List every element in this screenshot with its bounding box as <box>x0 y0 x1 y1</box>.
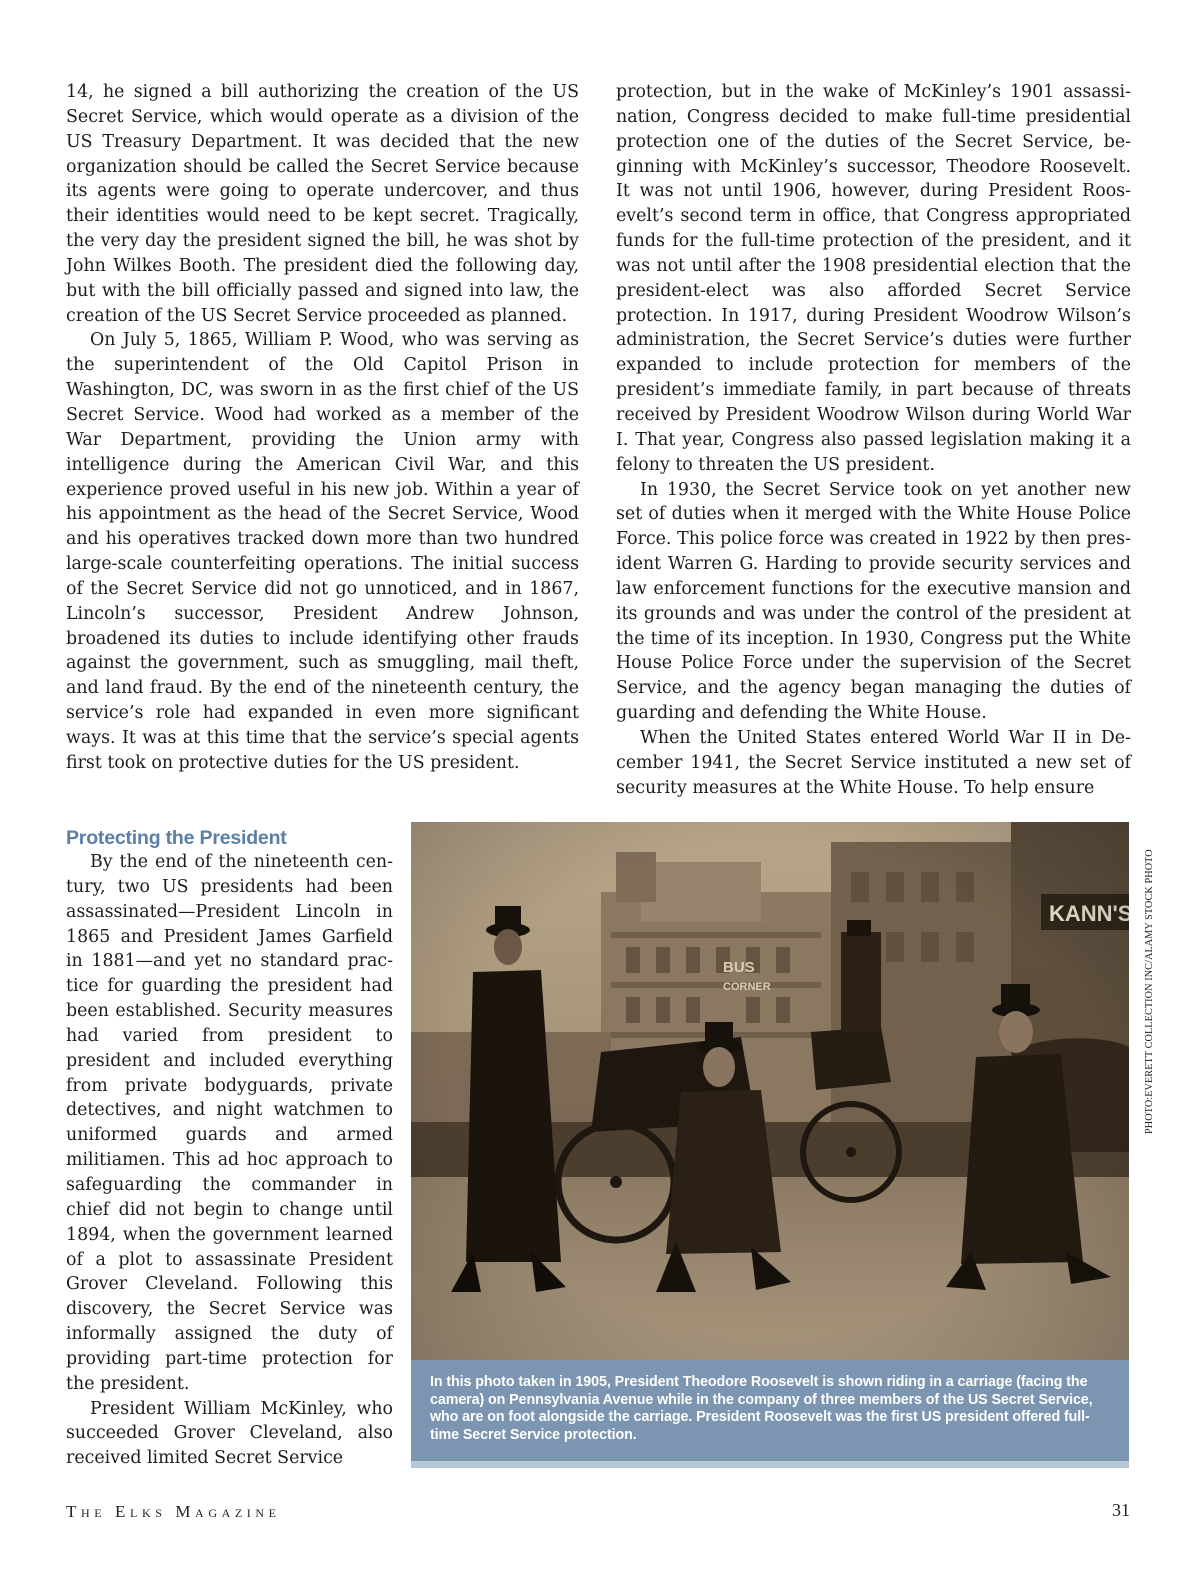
magazine-title: The Elks Magazine <box>66 1502 281 1521</box>
body-paragraph: President William McKinley, who succeeded Grover Cleveland, also received limited Secret Service <box>66 1398 393 1469</box>
photo-caption <box>411 1360 1129 1468</box>
article-section-column <box>66 826 393 1471</box>
body-paragraph: 14, he signed a bill authorizing the creation of the US Secret Service, which would operate as a division of the US Treasury Department. It was decided that the new organization should be called the Secret Service because its agents were going to operate undercover, and thus their identities would need to be kept secret. Tragically, the very day the president signed the bill, he was shot by John Wilkes Booth. The president died the following day, but with the bill officially passed and signed into law, the creation of the US Secret Service proceeded as planned. <box>66 82 579 326</box>
body-paragraph: protection, but in the wake of McKinley’s 1901 assassination, Congress decided to make full-time presidential protection one of the duties of the Secret Service, beginning with McKinley’s successor, Theodore Roosevelt. It was not until 1906, however, during President Roosevelt’s second term in office, that Congress appropriated funds for the full-time protection of the president, and it was not until after the 1908 presidential election that the president-elect was also afforded Secret Service protection. In 1917, during President Woodrow Wilson’s administration, the Secret Service’s duties were further expanded to include protection for members of the president’s immediate family, in part because of threats received by President Woodrow Wilson during World War I. That year, Congress also passed legislation making it a felony to threaten the US president. <box>616 82 1131 475</box>
article-column-right <box>616 80 1131 800</box>
caption-text: In this photo taken in 1905, President Theodore Roosevelt is shown riding in a carriage (facing the camera) on Pennsylvania Avenue while in the company of three members of the US Secret Service, who are on foot alongside the carriage. President Roosevelt was the first US president offered full-time Secret Service protection. <box>430 1374 1093 1443</box>
body-paragraph: When the United States entered World War II in December 1941, the Secret Service instituted a new set of security measures at the White House. To help ensure <box>616 727 1131 798</box>
section-heading: Protecting the President <box>66 827 287 849</box>
page-number: 31 <box>1112 1500 1130 1520</box>
figure <box>411 822 1129 1468</box>
article-column-left <box>66 80 579 776</box>
body-paragraph: In 1930, the Secret Service took on yet another new set of duties when it merged with the White House Police Force. This police force was created in 1922 by then president Warren G. Harding to provide security services and law enforcement functions for the executive mansion and its grounds and was under the control of the president at the time of its inception. In 1930, Congress put the White House Police Force under the supervision of the Secret Service, and the agency began managing the duties of guarding and defending the White House. <box>616 479 1131 724</box>
body-paragraph: By the end of the nineteenth century, two US presidents had been assassinated—President Lincoln in 1865 and President James Garfield in 1881—and yet no standard practice for guarding the president had been established. Security measures had varied from president to president and included everything from private bodyguards, private detectives, and night watchmen to uniformed guards and armed militiamen. This ad hoc approach to safeguarding the commander in chief did not begin to change until 1894, when the government learned of a plot to assassinate President Grover Cleveland. Following this discovery, the Secret Service was informally assigned the duty of providing part-time protection for the president. <box>66 852 393 1394</box>
body-paragraph: On July 5, 1865, William P. Wood, who was serving as the superintendent of the Old Capitol Prison in Washington, DC, was sworn in as the first chief of the US Secret Service. Wood had worked as a member of the War Department, providing the Union army with intelligence during the American Civil War, and this experience proved useful in his new job. Within a year of his appointment as the head of the Secret Service, Wood and his operatives tracked down more than two hundred large-scale counterfeiting operations. The initial success of the Secret Service did not go unnoticed, and in 1867, Lincoln’s successor, President Andrew Johnson, broadened its duties to include identifying other frauds against the government, such as smuggling, mail theft, and land fraud. By the end of the nineteenth century, the service’s role had expanded in even more significant ways. It was at this time that the service’s special agents first took on protective duties for the US president. <box>66 330 579 773</box>
photo-credit: PHOTO:EVERETT COLLECTION INC/ALAMY STOCK PHOTO <box>1144 849 1155 1134</box>
historic-photo <box>411 822 1129 1360</box>
